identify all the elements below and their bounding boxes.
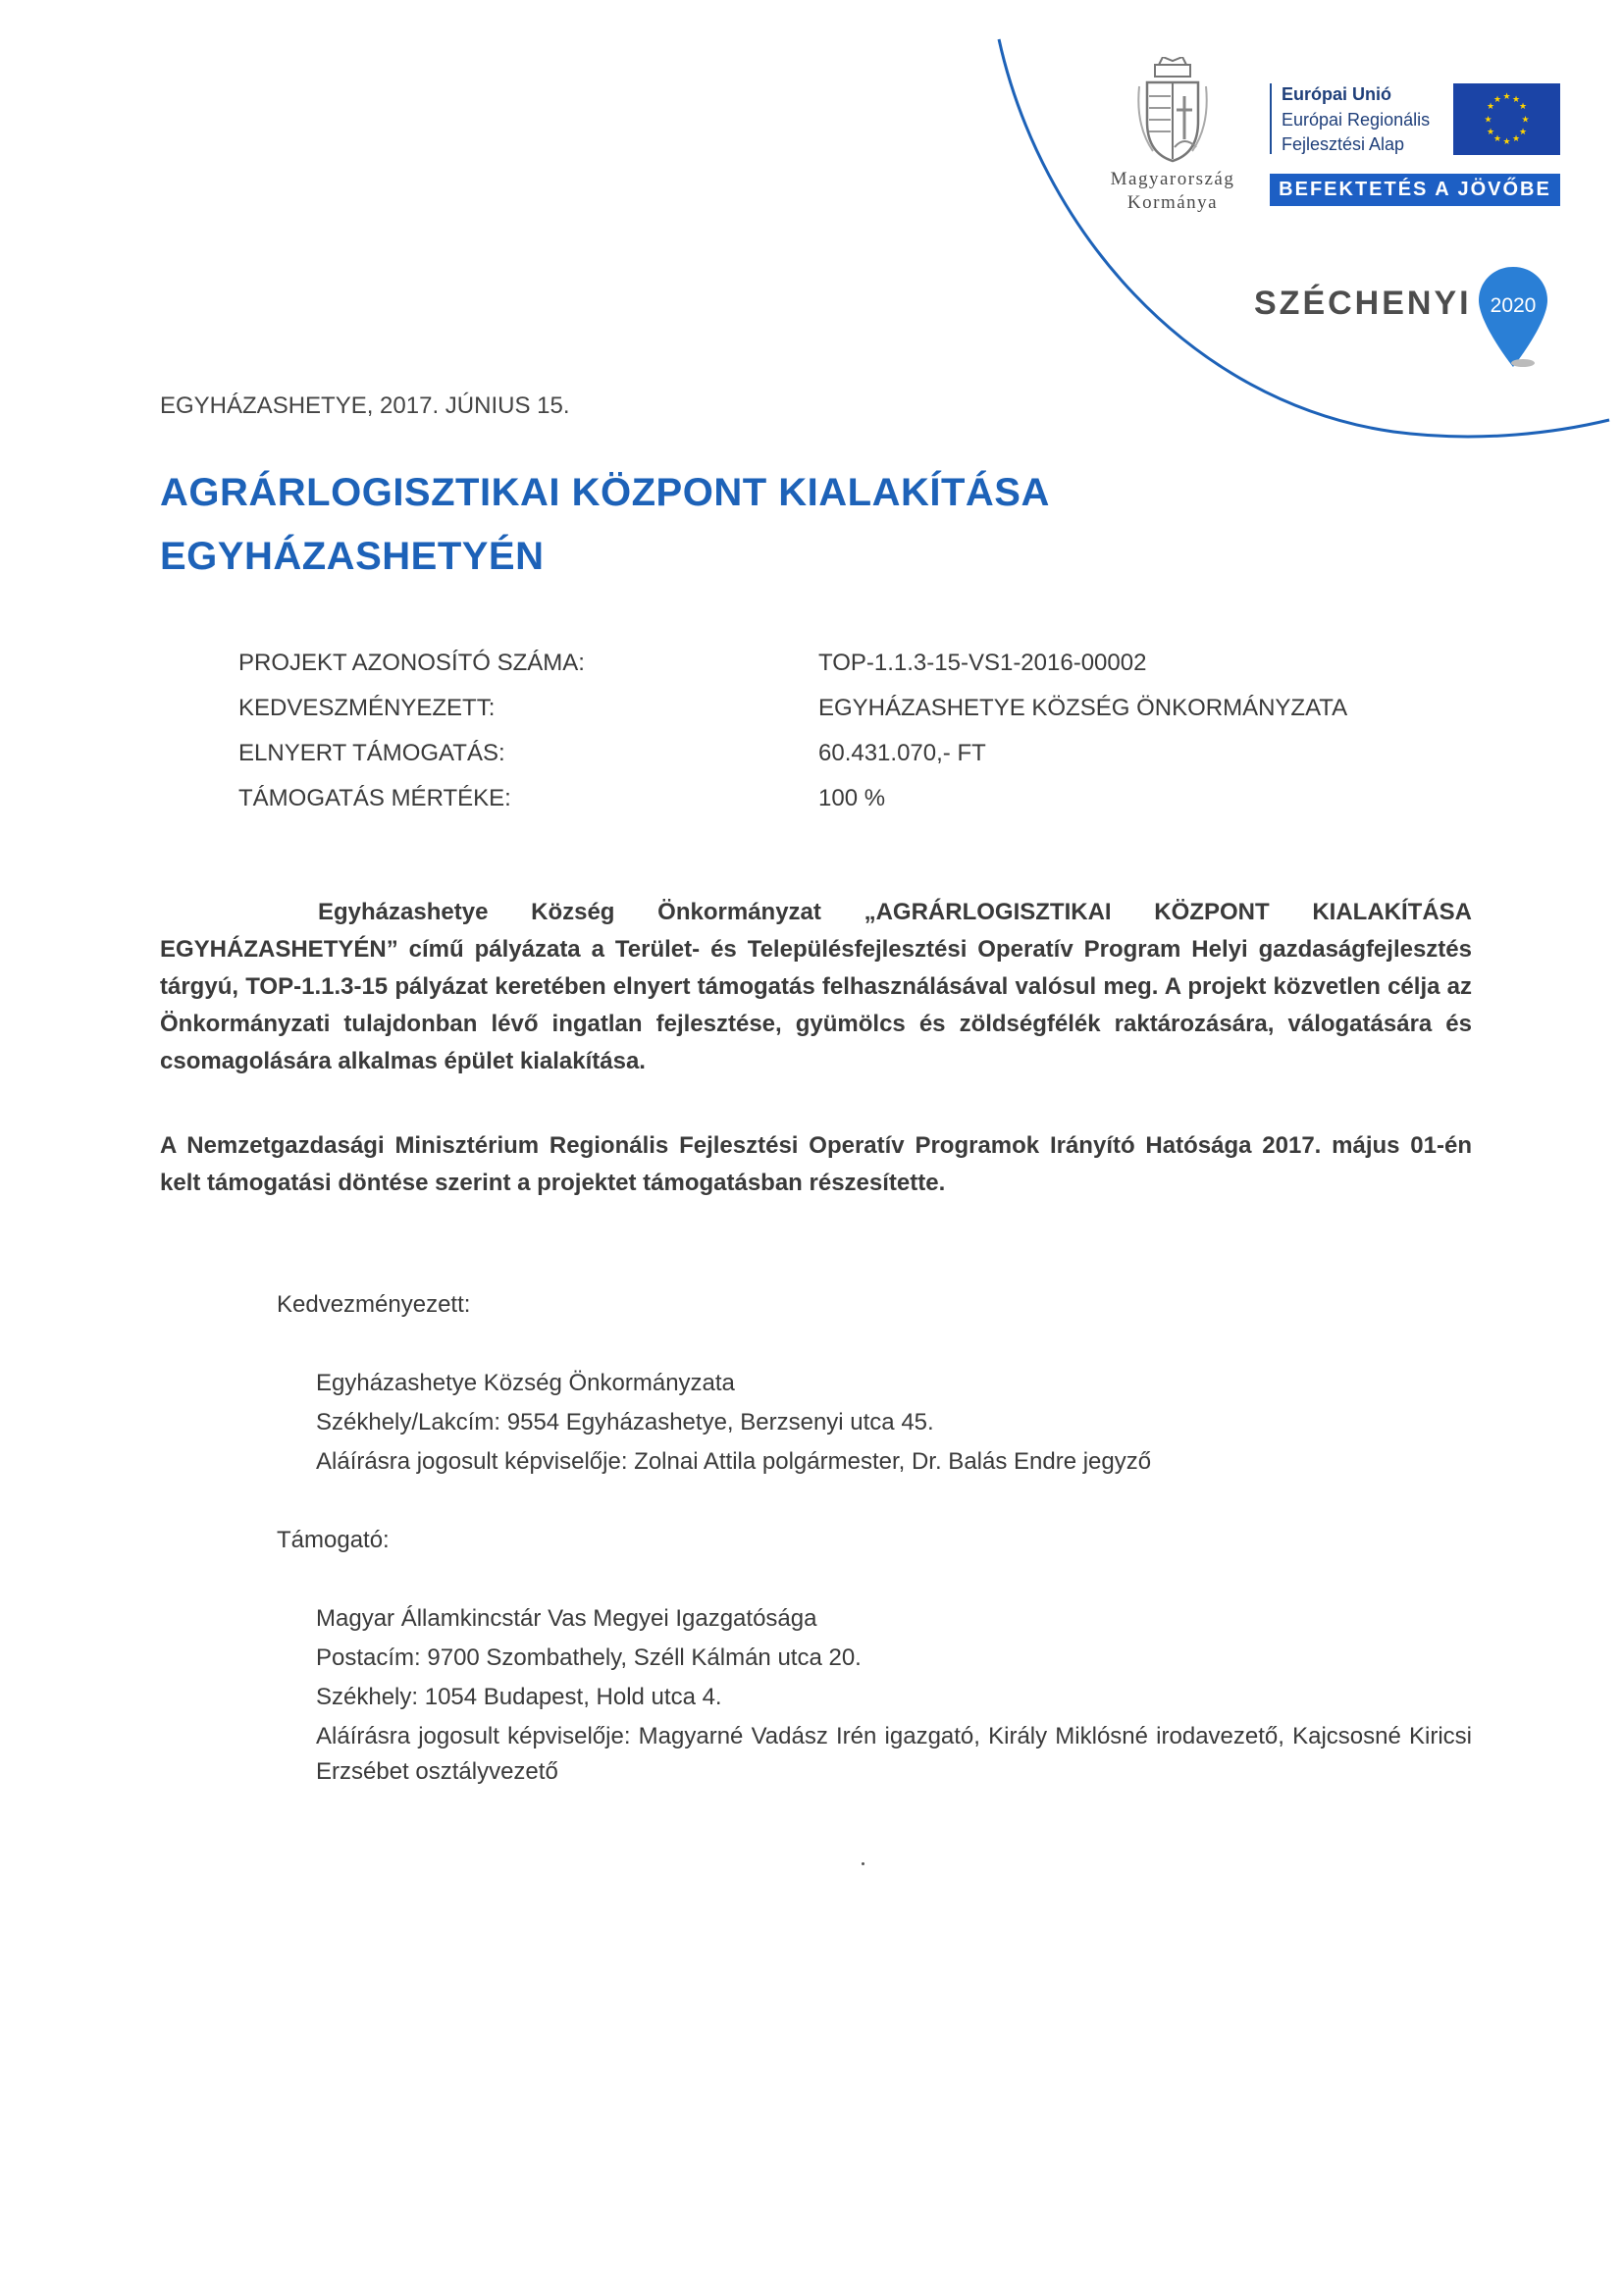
info-label-grant: ELNYERT TÁMOGATÁS: (238, 740, 505, 766)
szechenyi-logo-text: SZÉCHENYI (1254, 285, 1472, 322)
supporter-heading: Támogató: (277, 1527, 390, 1553)
eu-flag-icon (1453, 83, 1560, 155)
eu-divider (1270, 83, 1272, 154)
investment-banner: BEFEKTETÉS A JÖVŐBE (1270, 174, 1560, 206)
szechenyi-year: 2020 (1490, 294, 1537, 317)
eu-union-label: Európai Unió (1282, 84, 1391, 104)
document-title-line2: EGYHÁZASHETYÉN (160, 535, 545, 578)
paragraph-decision: A Nemzetgazdasági Minisztérium Regionális Fejlesztési Operatív Programok Irányító Hatósága 2017. május 01-én kelt támogatási döntése szerint a projektet támogatásban részesítette. (160, 1132, 1472, 1196)
svg-text:★: ★ (1521, 115, 1530, 126)
svg-text:★: ★ (1502, 92, 1511, 102)
eu-fund-label-2: Fejlesztési Alap (1282, 134, 1405, 154)
info-label-beneficiary: KEDVESZMÉNYEZETT: (238, 695, 496, 721)
supporter-representative: Aláírásra jogosult képviselője: Magyarné Vadász Irén igazgató, Király Miklósné irodavezető, Kajcsosné Kiricsi Erzsébet osztályvezető (316, 1723, 1472, 1785)
supporter-seat: Székhely: 1054 Budapest, Hold utca 4. (316, 1684, 722, 1710)
info-value-project-id: TOP-1.1.3-15-VS1-2016-00002 (818, 650, 1147, 676)
document-title-line1: AGRÁRLOGISZTIKAI KÖZPONT KIALAKÍTÁSA (160, 471, 1050, 514)
beneficiary-representative: Aláírásra jogosult képviselője: Zolnai Attila polgármester, Dr. Balás Endre jegyző (316, 1448, 1152, 1475)
supporter-name: Magyar Államkincstár Vas Megyei Igazgatósága (316, 1605, 817, 1632)
svg-text:★: ★ (1484, 115, 1492, 126)
paragraph-project-description: Egyházashetye Község Önkormányzat „AGRÁRLOGISZTIKAI KÖZPONT KIALAKÍTÁSA EGYHÁZASHETYÉN” című pályázata a Terület- és Településfejlesztési Operatív Program Helyi gazdaságfejlesztés tárgyú, TOP-1.1.3-15 pályázat keretében elnyert támogatás felhasználásával valósul meg. A projekt közvetlen célja az Önkormányzati tulajdonban lévő ingatlan fejlesztése, gyümölcs és zöldségfélék raktározására, válogatására és csomagolására alkalmas épület kialakítása. (160, 899, 1472, 1074)
svg-text:★: ★ (1502, 137, 1511, 147)
info-value-beneficiary: EGYHÁZASHETYE KÖZSÉG ÖNKORMÁNYZATA (818, 695, 1348, 721)
svg-text:★: ★ (1492, 95, 1502, 105)
government-name-line1: Magyarország (1110, 169, 1235, 189)
hungarian-coat-of-arms-icon (1133, 57, 1212, 165)
info-label-support-rate: TÁMOGATÁS MÉRTÉKE: (238, 785, 511, 811)
svg-text:★: ★ (1518, 128, 1528, 137)
eu-fund-label-1: Európai Regionális (1282, 110, 1431, 130)
svg-text:★: ★ (1511, 95, 1521, 105)
government-name-line2: Kormánya (1126, 192, 1219, 213)
supporter-postal: Postacím: 9700 Szombathely, Széll Kálmán utca 20. (316, 1644, 862, 1671)
svg-text:★: ★ (1518, 102, 1528, 112)
beneficiary-name: Egyházashetye Község Önkormányzata (316, 1370, 735, 1396)
svg-text:★: ★ (1486, 128, 1495, 137)
info-value-support-rate: 100 % (818, 785, 886, 811)
stray-dot (862, 1862, 864, 1865)
svg-text:★: ★ (1486, 102, 1495, 112)
info-label-project-id: PROJEKT AZONOSÍTÓ SZÁMA: (238, 650, 585, 676)
info-value-grant: 60.431.070,- FT (818, 740, 986, 766)
svg-text:★: ★ (1511, 134, 1521, 144)
beneficiary-heading: Kedvezményezett: (277, 1291, 471, 1318)
beneficiary-address: Székhely/Lakcím: 9554 Egyházashetye, Berzsenyi utca 45. (316, 1409, 934, 1435)
document-date: EGYHÁZASHETYE, 2017. JÚNIUS 15. (160, 392, 570, 419)
svg-text:★: ★ (1492, 134, 1502, 144)
